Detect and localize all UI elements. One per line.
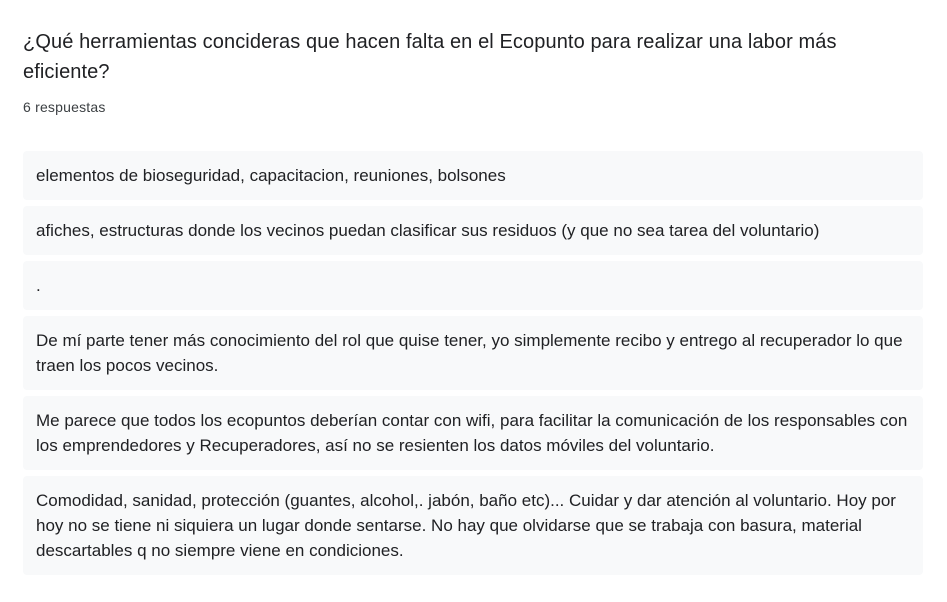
response-count: 6 respuestas <box>23 99 106 115</box>
response-item: Me parece que todos los ecopuntos deberían contar con wifi, para facilitar la comunicación de los responsables con los emprendedores y Recuperadores, así no se resienten los datos móviles del voluntario. <box>23 396 923 470</box>
response-item: Comodidad, sanidad, protección (guantes, alcohol,. jabón, baño etc)... Cuidar y dar atención al voluntario. Hoy por hoy no se tiene ni siquiera un lugar donde sentarse. No hay que olvidarse que se trabaja con basura, material descartables q no siempre viene en condiciones. <box>23 476 923 575</box>
response-item: . <box>23 261 923 310</box>
response-item: De mí parte tener más conocimiento del rol que quise tener, yo simplemente recibo y entrego al recuperador lo que traen los pocos vecinos. <box>23 316 923 390</box>
response-item: elementos de bioseguridad, capacitacion, reuniones, bolsones <box>23 151 923 200</box>
response-list <box>23 151 923 575</box>
response-item: afiches, estructuras donde los vecinos puedan clasificar sus residuos (y que no sea tarea del voluntario) <box>23 206 923 255</box>
question-title: ¿Qué herramientas concideras que hacen falta en el Ecopunto para realizar una labor más eficiente? <box>23 31 837 83</box>
